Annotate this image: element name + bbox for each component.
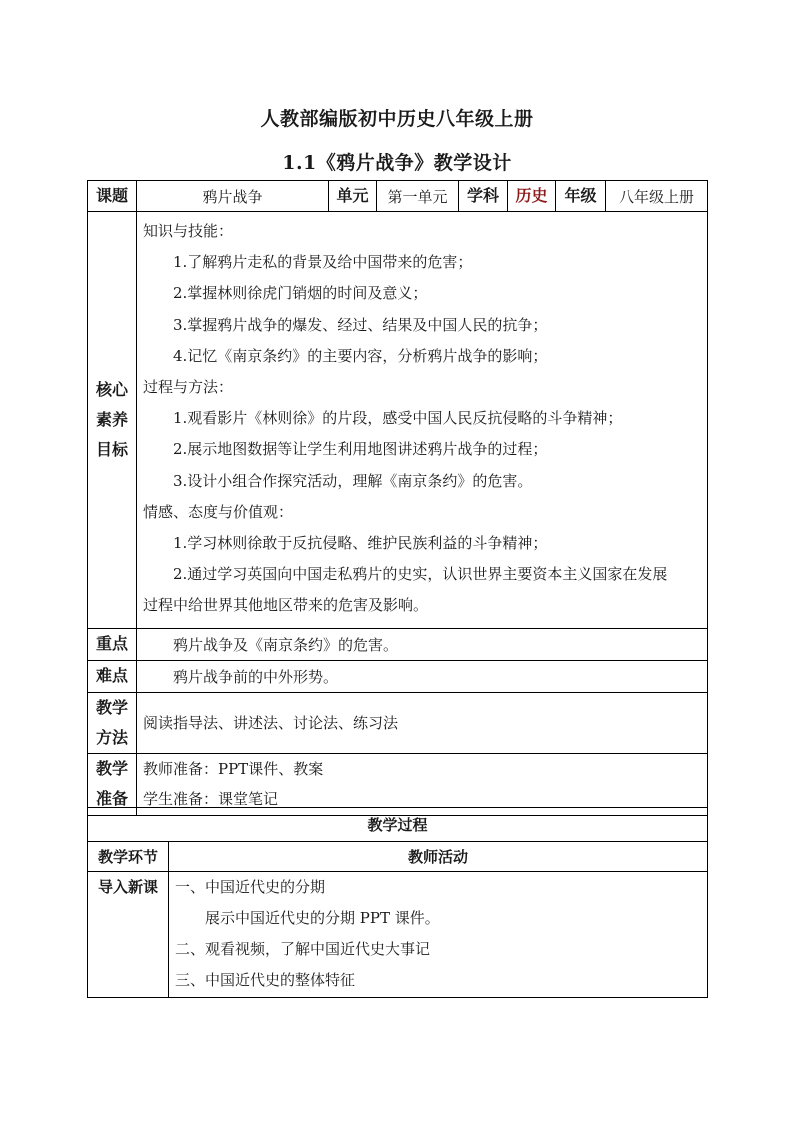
stage-intro: 导入新课 xyxy=(88,872,169,998)
prep-label-line-1: 教学 xyxy=(95,759,128,779)
document-subtitle: 1.1《鸦片战争》教学设计 xyxy=(282,152,512,174)
topic-value: 鸦片战争 xyxy=(137,181,329,212)
unit-value: 第一单元 xyxy=(377,181,459,212)
subject-value: 历史 xyxy=(508,181,556,212)
emotion-item-1: 1.学习林则徐敢于反抗侵略、维护民族利益的斗争精神； xyxy=(173,534,548,553)
key-point-value: 鸦片战争及《南京条约》的危害。 xyxy=(137,628,708,660)
method-value: 阅读指导法、讲述法、讨论法、练习法 xyxy=(137,692,708,753)
knowledge-item-4: 4.记忆《南京条约》的主要内容，分析鸦片战争的影响； xyxy=(173,346,548,365)
activity-column-header: 教师活动 xyxy=(169,842,708,872)
intro-line-2: 展示中国近代史的分期 PPT 课件。 xyxy=(205,909,440,927)
prep-label-line-2: 准备 xyxy=(95,789,128,809)
teaching-process-table xyxy=(87,807,708,998)
prep-teacher: 教师准备：PPT课件、教案 xyxy=(143,760,324,779)
goals-content xyxy=(137,212,708,629)
document-title: 人教部编版初中历史八年级上册 xyxy=(260,108,534,130)
intro-line-3: 二、观看视频，了解中国近代史大事记 xyxy=(175,940,431,958)
emotion-item-2-line-1: 2.通过学习英国向中国走私鸦片的史实，认识世界主要资本主义国家在发展 xyxy=(173,565,668,584)
prep-student: 学生准备：课堂笔记 xyxy=(143,790,279,809)
method-label-line-2: 方法 xyxy=(95,727,128,747)
process-item-1: 1.观看影片《林则徐》的片段，感受中国人民反抗侵略的斗争精神； xyxy=(173,409,623,428)
knowledge-heading: 知识与技能： xyxy=(143,222,234,240)
grade-label: 年级 xyxy=(556,181,606,212)
process-item-3: 3.设计小组合作探究活动，理解《南京条约》的危害。 xyxy=(173,471,533,490)
process-title: 教学过程 xyxy=(88,808,708,842)
difficulty-value: 鸦片战争前的中外形势。 xyxy=(137,660,708,692)
knowledge-item-1: 1.了解鸦片走私的背景及给中国带来的危害； xyxy=(173,253,473,272)
process-row-intro xyxy=(88,872,708,998)
intro-line-4: 三、中国近代史的整体特征 xyxy=(175,971,356,989)
key-point-row xyxy=(88,628,708,660)
process-title-row xyxy=(88,808,708,842)
process-heading: 过程与方法： xyxy=(143,378,234,397)
intro-line-1: 一、中国近代史的分期 xyxy=(175,878,326,896)
prep-content xyxy=(137,753,708,815)
stage-column-header: 教学环节 xyxy=(88,842,169,872)
method-label-line-1: 教学 xyxy=(95,697,128,717)
subject-label: 学科 xyxy=(459,181,508,212)
header-row xyxy=(88,181,708,212)
difficulty-label: 难点 xyxy=(88,660,137,692)
emotion-heading: 情感、态度与价值观： xyxy=(143,502,294,521)
grade-value: 八年级上册 xyxy=(606,181,708,212)
intro-activities xyxy=(169,872,708,998)
goals-row xyxy=(88,212,708,629)
difficulty-row xyxy=(88,660,708,692)
topic-label: 课题 xyxy=(88,181,137,212)
method-row xyxy=(88,692,708,753)
knowledge-item-3: 3.掌握鸦片战争的爆发、经过、结果及中国人民的抗争； xyxy=(173,315,548,334)
key-point-label: 重点 xyxy=(88,628,137,660)
goals-label-line-3: 目标 xyxy=(95,439,128,459)
method-label xyxy=(88,692,137,753)
process-item-2: 2.展示地图数据等让学生利用地图讲述鸦片战争的过程； xyxy=(173,440,548,459)
goals-label xyxy=(88,212,137,629)
process-header-row xyxy=(88,842,708,872)
prep-row xyxy=(88,753,708,815)
goals-label-line-2: 素养 xyxy=(95,409,128,429)
unit-label: 单元 xyxy=(329,181,377,212)
goals-label-line-1: 核心 xyxy=(95,379,128,399)
prep-label xyxy=(88,753,137,815)
emotion-item-2-line-2: 过程中给世界其他地区带来的危害及影响。 xyxy=(143,596,429,615)
lesson-info-table xyxy=(87,180,708,816)
knowledge-item-2: 2.掌握林则徐虎门销烟的时间及意义； xyxy=(173,284,428,303)
